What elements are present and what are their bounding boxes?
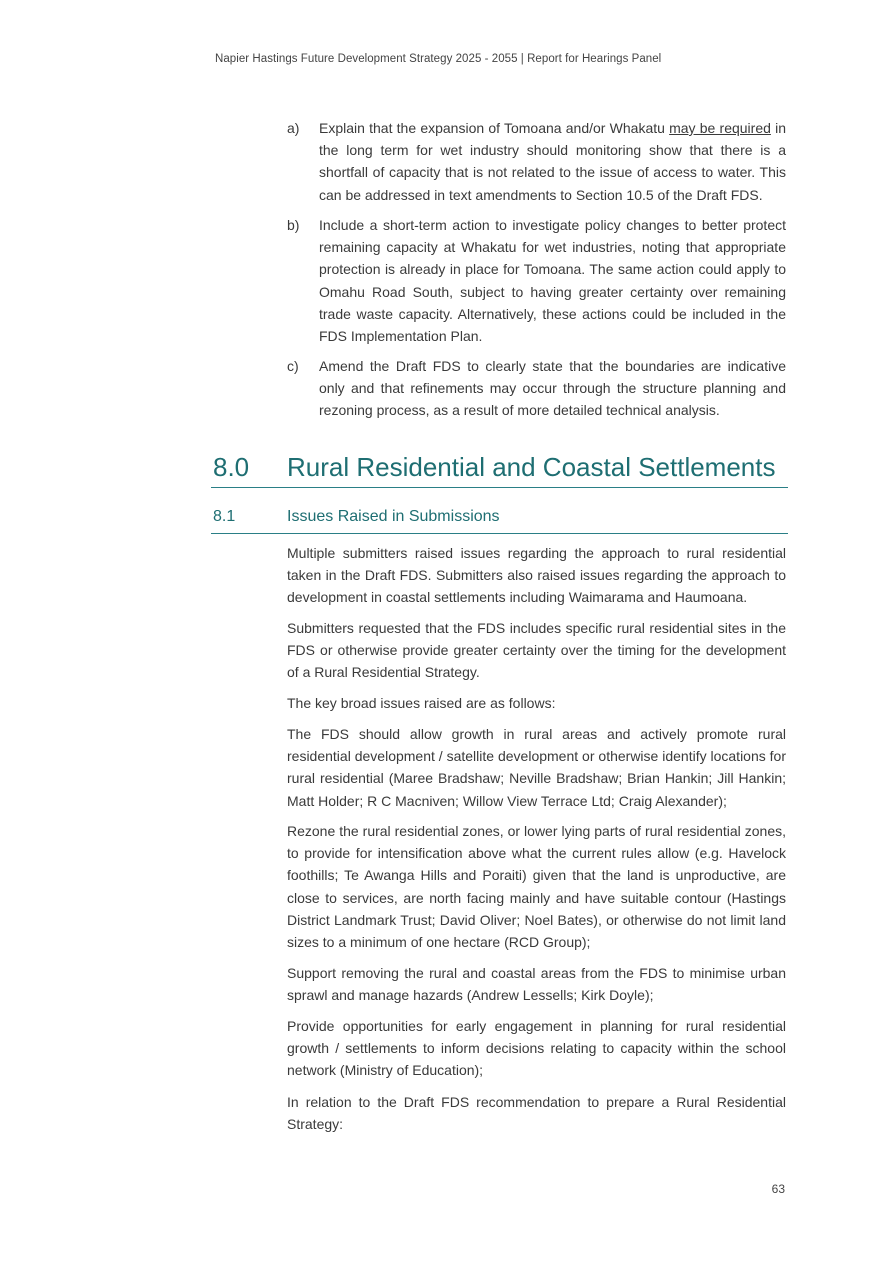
body-paragraph: The FDS should allow growth in rural areas and actively promote rural residential development / satellite development or otherwise identify locations for rural residential (Maree Bradshaw; Neville Bradshaw; Brian Hankin; Jill Hankin; Matt Holder; R C Macniven; Willow View Terrace Ltd; Craig Alexander); xyxy=(287,726,786,809)
subsection-title: Issues Raised in Submissions xyxy=(287,508,500,525)
recommendation-item-a xyxy=(287,117,786,206)
list-item-text: Amend the Draft FDS to clearly state that the boundaries are indicative only and that refinements may occur through the structure planning and rezoning process, as a result of more detailed technical analysis. xyxy=(319,358,786,419)
body-paragraph: Multiple submitters raised issues regarding the approach to rural residential taken in the Draft FDS. Submitters also raised issues regarding the approach to development in coastal settlements including Waimarama and Haumoana. xyxy=(287,545,786,606)
text-segment: Explain that the expansion of Tomoana and/or Whakatu xyxy=(319,120,670,136)
body-paragraph: Submitters requested that the FDS includes specific rural residential sites in the FDS or otherwise provide greater certainty over the timing for the development of a Rural Residential Strategy. xyxy=(287,620,786,681)
underlined-phrase: may be required xyxy=(669,120,771,136)
body-paragraph: The key broad issues raised are as follows: xyxy=(287,695,556,711)
running-header: Napier Hastings Future Development Strategy 2025 - 2055 | Report for Hearings Panel xyxy=(215,53,662,65)
body-paragraph: Rezone the rural residential zones, or lower lying parts of rural residential zones, to provide for intensification above what the current rules allow (e.g. Havelock foothills; Te Awanga Hills and Poraiti) given that the land is unproductive, are close to services, are north facing mainly and have suitable contour (Hastings District Landmark Trust; David Oliver; Noel Bates), or otherwise do not limit land sizes to a minimum of one hectare (RCD Group); xyxy=(287,823,786,951)
body-paragraph: In relation to the Draft FDS recommendation to prepare a Rural Residential Strategy: xyxy=(287,1094,786,1133)
list-marker: a) xyxy=(287,120,300,136)
page-number: 63 xyxy=(771,1182,785,1196)
section-number: 8.0 xyxy=(213,452,250,482)
body-paragraph: Support removing the rural and coastal areas from the FDS to minimise urban sprawl and manage hazards (Andrew Lessells; Kirk Doyle); xyxy=(287,965,786,1004)
recommendation-item-c xyxy=(287,355,786,422)
list-marker: c) xyxy=(287,358,299,374)
section-heading xyxy=(211,450,788,488)
section-title: Rural Residential and Coastal Settlements xyxy=(287,452,776,482)
list-item-text: Include a short-term action to investigate policy changes to better protect remaining capacity at Whakatu for wet industries, noting that appropriate protection is already in place for Tomoana. The same action could apply to Omahu Road South, subject to having greater certainty over remaining trade waste capacity. Alternatively, these actions could be included in the FDS Implementation Plan. xyxy=(319,217,786,345)
subsection-number: 8.1 xyxy=(213,508,236,525)
recommendation-item-b xyxy=(287,214,786,347)
text-segment: in the long term for wet industry should monitoring show that there is a shortfall of capacity that is not related to the issue of access to water. This can be addressed in text amendments to Section 10.5 of the Draft FDS. xyxy=(319,120,787,203)
list-marker: b) xyxy=(287,217,300,233)
body-paragraph: Provide opportunities for early engagement in planning for rural residential growth / settlements to inform decisions relating to capacity within the school network (Ministry of Education); xyxy=(287,1018,786,1079)
list-item-text xyxy=(319,117,786,206)
subsection-heading xyxy=(211,507,788,534)
